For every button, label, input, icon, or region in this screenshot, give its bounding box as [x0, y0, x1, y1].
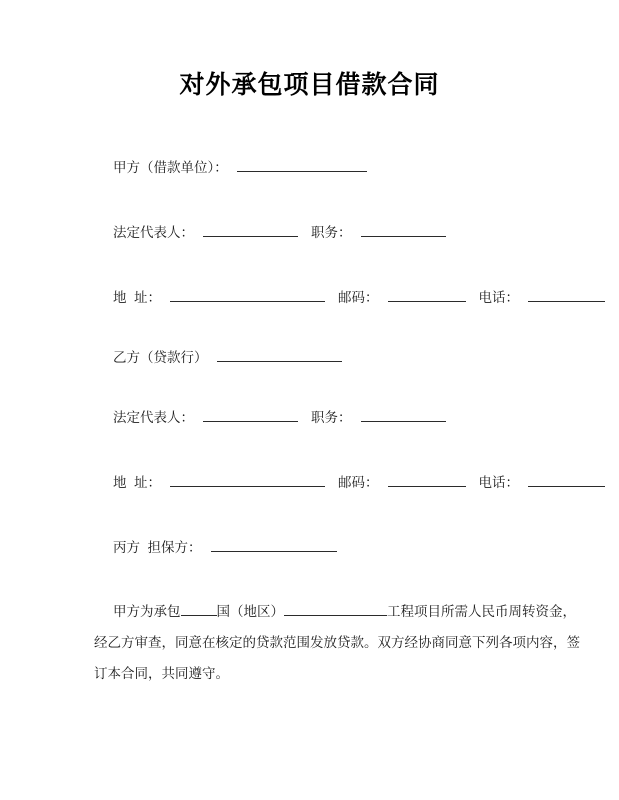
- address-2-phone-label: 电话：: [478, 475, 520, 490]
- borrower-party-input[interactable]: [237, 158, 367, 172]
- address-1-phone-input[interactable]: [528, 288, 605, 302]
- legal-rep-2-title-input[interactable]: [361, 408, 446, 422]
- lender-party-label: 乙方（贷款行）: [113, 350, 208, 365]
- field-row-address-1: [113, 288, 605, 308]
- legal-rep-1-input[interactable]: [203, 223, 298, 237]
- address-2-postcode-input[interactable]: [388, 473, 466, 487]
- paragraph-line-3: 订本合同，共同遵守。: [94, 666, 229, 681]
- field-row-lender-party: [113, 348, 342, 368]
- field-row-borrower-party: [113, 158, 367, 178]
- address-2-input[interactable]: [170, 473, 325, 487]
- legal-rep-1-label: 法定代表人：: [113, 225, 194, 240]
- borrower-party-label: 甲方（借款单位）：: [113, 160, 228, 175]
- field-row-guarantor-party: [113, 538, 337, 558]
- legal-rep-1-title-input[interactable]: [361, 223, 446, 237]
- legal-rep-1-title-label: 职务：: [311, 225, 352, 240]
- paragraph-line-1: [94, 596, 576, 627]
- guarantor-party-input[interactable]: [211, 538, 337, 552]
- address-1-input[interactable]: [170, 288, 325, 302]
- legal-rep-2-title-label: 职务：: [311, 410, 352, 425]
- guarantor-party-label: 丙方 担保方：: [113, 540, 202, 555]
- lender-party-input[interactable]: [217, 348, 342, 362]
- paragraph-line-1-part-b: 国（地区）: [216, 604, 284, 619]
- page-title: 对外承包项目借款合同: [179, 71, 440, 99]
- paragraph-line-1-part-a: 甲方为承包: [113, 604, 181, 619]
- address-1-postcode-input[interactable]: [388, 288, 466, 302]
- address-1-phone-label: 电话：: [478, 290, 520, 305]
- paragraph-line-1-part-c: 工程项目所需人民币周转资金，: [387, 604, 576, 619]
- contract-preamble-paragraph: [94, 596, 580, 689]
- field-row-legal-rep-1: [113, 223, 446, 243]
- address-2-label: 地 址：: [113, 475, 162, 490]
- field-row-address-2: [113, 473, 605, 493]
- legal-rep-2-label: 法定代表人：: [113, 410, 194, 425]
- address-2-phone-input[interactable]: [528, 473, 605, 487]
- field-row-legal-rep-2: [113, 408, 446, 428]
- paragraph-line-2: 经乙方审查，同意在核定的贷款范围发放贷款。双方经协商同意下列各项内容，签: [94, 635, 580, 650]
- legal-rep-2-input[interactable]: [203, 408, 298, 422]
- address-1-postcode-label: 邮码：: [338, 290, 379, 305]
- contract-country-input[interactable]: [181, 602, 217, 616]
- address-2-postcode-label: 邮码：: [338, 475, 379, 490]
- address-1-label: 地 址：: [113, 290, 162, 305]
- contract-project-input[interactable]: [284, 602, 387, 616]
